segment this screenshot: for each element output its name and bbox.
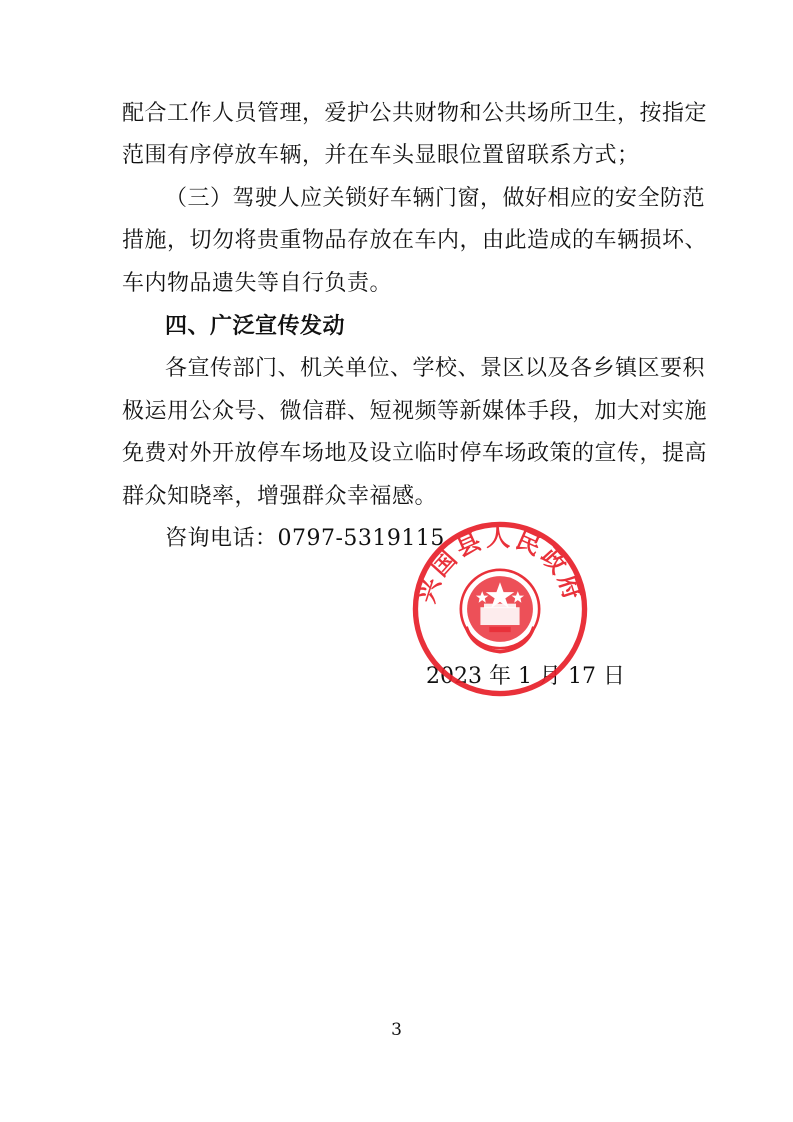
- paragraph-line: 措施，切勿将贵重物品存放在车内，由此造成的车辆损坏、: [122, 228, 708, 253]
- paragraph-line: 极运用公众号、微信群、短视频等新媒体手段，加大对实施: [122, 399, 708, 424]
- paragraph-line: 车内物品遗失等自行负责。: [122, 271, 393, 296]
- section-heading: 四、广泛宣传发动: [165, 314, 346, 339]
- paragraph-line: 各宣传部门、机关单位、学校、景区以及各乡镇区要积: [165, 356, 706, 381]
- page-number: 3: [391, 1020, 402, 1040]
- paragraph-line: （三）驾驶人应关锁好车辆门窗，做好相应的安全防范: [165, 186, 706, 211]
- paragraph-line: 群众知晓率，增强群众幸福感。: [122, 484, 438, 509]
- seal-text: 兴国县人民政府: [412, 523, 588, 607]
- paragraph-line: 范围有序停放车辆，并在车头显眼位置留联系方式；: [122, 143, 640, 168]
- contact-phone: 咨询电话：0797-5319115: [165, 526, 445, 551]
- national-emblem-icon: [461, 570, 539, 652]
- document-date: 2023 年 1 月 17 日: [426, 664, 625, 689]
- paragraph-line: 配合工作人员管理，爱护公共财物和公共场所卫生，按指定: [122, 101, 708, 126]
- official-seal-stamp: [411, 520, 589, 698]
- paragraph-line: 免费对外开放停车场地及设立临时停车场政策的宣传，提高: [122, 441, 708, 466]
